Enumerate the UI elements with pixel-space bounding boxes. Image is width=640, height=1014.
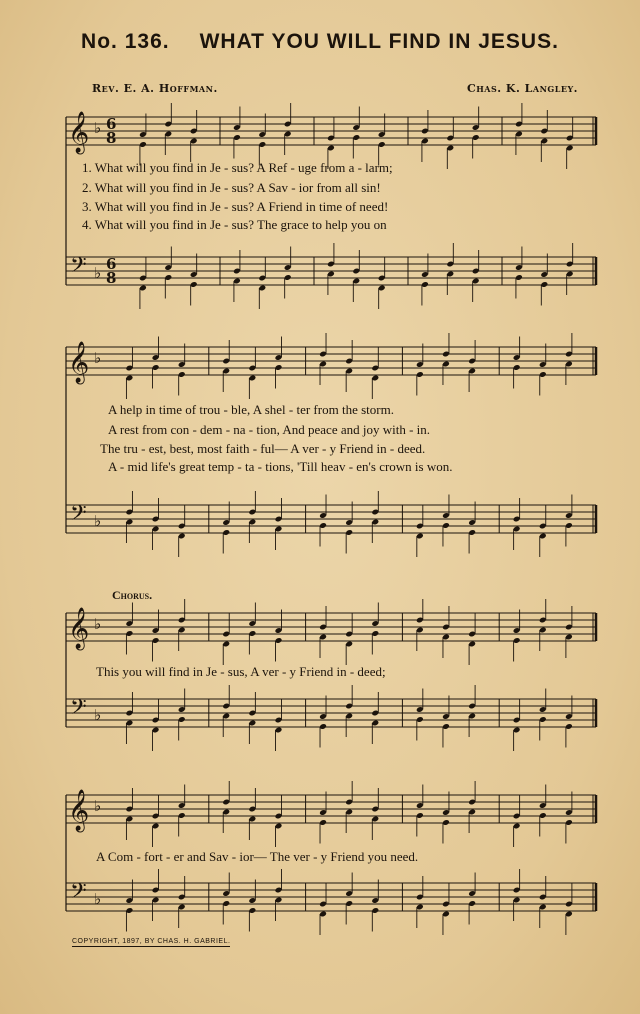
copyright-notice: COPYRIGHT, 1897, BY CHAS. H. GABRIEL. bbox=[72, 938, 231, 945]
key-flat: ♭ bbox=[94, 349, 102, 367]
verse-3-line-2: The tru - est, best, most faith - ful— A ver - y Friend in - deed. bbox=[100, 441, 426, 456]
key-flat: ♭ bbox=[94, 615, 102, 633]
bass-clef: 𝄢 bbox=[70, 501, 87, 531]
time-signature: 8 bbox=[106, 129, 117, 147]
treble-clef: 𝄞 bbox=[68, 790, 90, 831]
treble-clef: 𝄞 bbox=[68, 608, 90, 649]
verse-3-line-1: 3. What will you find in Je - sus? A Friend in time of need! bbox=[82, 199, 389, 214]
time-signature: 6 bbox=[106, 115, 117, 133]
lyricist-credit: Rev. E. A. Hoffman. bbox=[92, 82, 218, 95]
verse-2-line-1: 2. What will you find in Je - sus? A Sav - ior from all sin! bbox=[82, 180, 381, 195]
key-flat: ♭ bbox=[94, 797, 102, 815]
verse-4-line-2: A - mid life's great temp - ta - tions, 'Till heav - en's crown is won. bbox=[108, 459, 453, 474]
bass-clef: 𝄢 bbox=[70, 253, 87, 283]
key-flat: ♭ bbox=[94, 706, 102, 724]
time-signature: 8 bbox=[106, 269, 117, 287]
bass-clef: 𝄢 bbox=[70, 695, 87, 725]
composer-credit: Chas. K. Langley. bbox=[466, 82, 578, 95]
verse-1-line-2: A help in time of trou - ble, A shel - ter from the storm. bbox=[108, 402, 394, 417]
treble-clef: 𝄞 bbox=[68, 112, 90, 153]
verse-1-line-1: 1. What will you find in Je - sus? A Ref - uge from a - larm; bbox=[82, 160, 393, 175]
key-flat: ♭ bbox=[94, 119, 102, 137]
chorus-line-2: A Com - fort - er and Sav - ior— The ver - y Friend you need. bbox=[96, 849, 419, 864]
hymn-title: WHAT YOU WILL FIND IN JESUS. bbox=[199, 30, 559, 53]
key-flat: ♭ bbox=[94, 512, 102, 530]
key-flat: ♭ bbox=[94, 264, 102, 282]
hymn-number: No. 136. bbox=[81, 30, 170, 53]
bass-clef: 𝄢 bbox=[70, 879, 87, 909]
verse-4-line-1: 4. What will you find in Je - sus? The grace to help you on bbox=[82, 217, 387, 232]
key-flat: ♭ bbox=[94, 890, 102, 908]
time-signature: 6 bbox=[106, 255, 117, 273]
verse-2-line-2: A rest from con - dem - na - tion, And peace and joy with - in. bbox=[108, 422, 431, 437]
chorus-label: Chorus. bbox=[112, 588, 153, 602]
chorus-line-1: This you will find in Je - sus, A ver - y Friend in - deed; bbox=[96, 664, 386, 679]
treble-clef: 𝄞 bbox=[68, 342, 90, 383]
